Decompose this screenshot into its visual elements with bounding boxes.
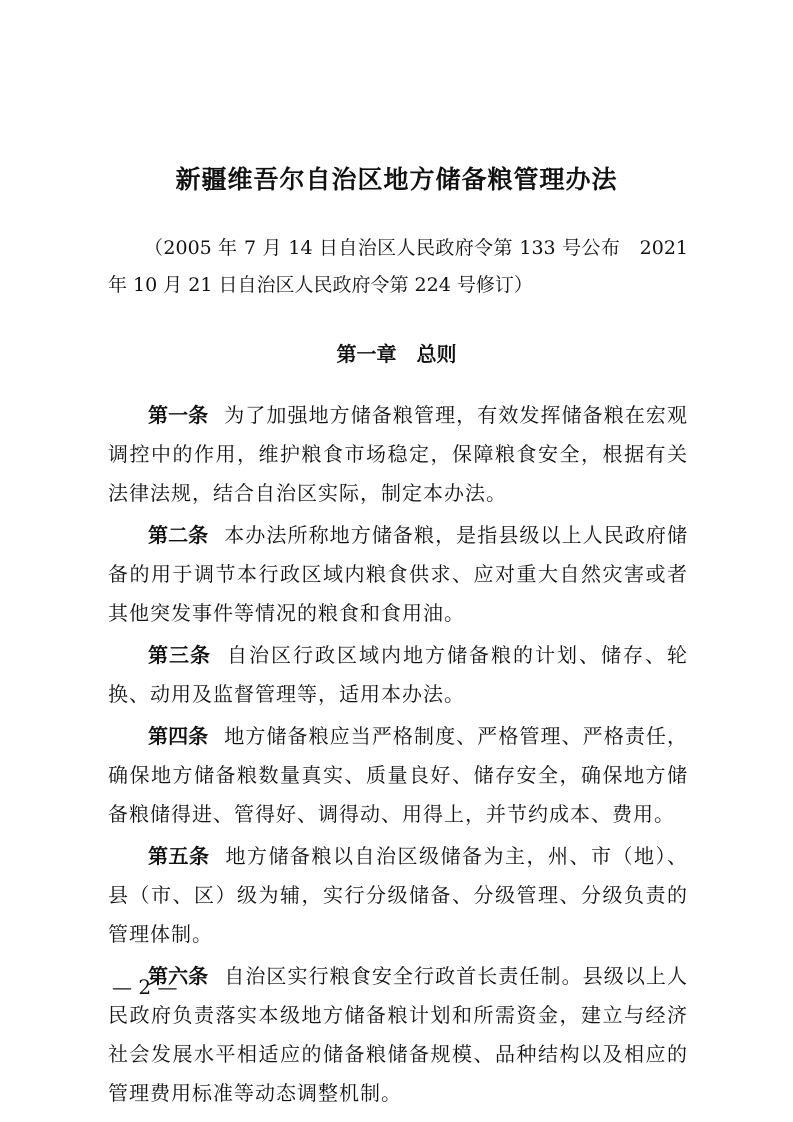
article-3 (108, 636, 688, 714)
page-number: — 2 — (112, 975, 178, 999)
article-number: 第五条 (148, 844, 210, 868)
article-6 (108, 957, 688, 1113)
chapter-heading: 第一章 总则 (336, 342, 457, 366)
article-text: 为了加强地方储备粮管理，有效发挥储备粮在宏观调控中的作用，维护粮食市场稳定，保障粮食安全，根据有关法律法规，结合自治区实际，制定本办法。 (108, 403, 688, 505)
article-number: 第二条 (148, 523, 209, 547)
article-text: 地方储备粮以自治区级储备为主，州、市（地）、县（市、区）级为辅，实行分级储备、分级管理、分级负责的管理体制。 (108, 844, 688, 946)
article-1 (108, 396, 688, 513)
article-4 (108, 717, 688, 834)
article-number: 第四条 (148, 724, 209, 748)
article-text: 本办法所称地方储备粮，是指县级以上人民政府储备的用于调节本行政区域内粮食供求、应对重大自然灾害或者其他突发事件等情况的粮食和食用油。 (108, 523, 688, 625)
article-text: 自治区行政区域内地方储备粮的计划、储存、轮换、动用及监督管理等，适用本办法。 (108, 643, 688, 706)
article-number: 第三条 (148, 643, 211, 667)
article-2 (108, 516, 688, 633)
article-text: 自治区实行粮食安全行政首长责任制。县级以上人民政府负责落实本级地方储备粮计划和所需资金，建立与经济社会发展水平相适应的储备粮储备规模、品种结构以及相应的管理费用标准等动态调整机制。 (108, 964, 688, 1105)
articles (108, 396, 688, 1116)
article-number: 第六条 (148, 964, 209, 988)
article-5 (108, 837, 688, 954)
article-text: 地方储备粮应当严格制度、严格管理、严格责任，确保地方储备粮数量真实、质量良好、储存安全，确保地方储备粮储得进、管得好、调得动、用得上，并节约成本、费用。 (108, 724, 688, 826)
article-number: 第一条 (148, 403, 209, 427)
document-title: 新疆维吾尔自治区地方储备粮管理办法 (175, 165, 618, 194)
publication-note: （2005 年 7 月 14 日自治区人民政府令第 133 号公布 2021 年 10 月 21 日自治区人民政府令第 224 号修订） (108, 237, 688, 296)
